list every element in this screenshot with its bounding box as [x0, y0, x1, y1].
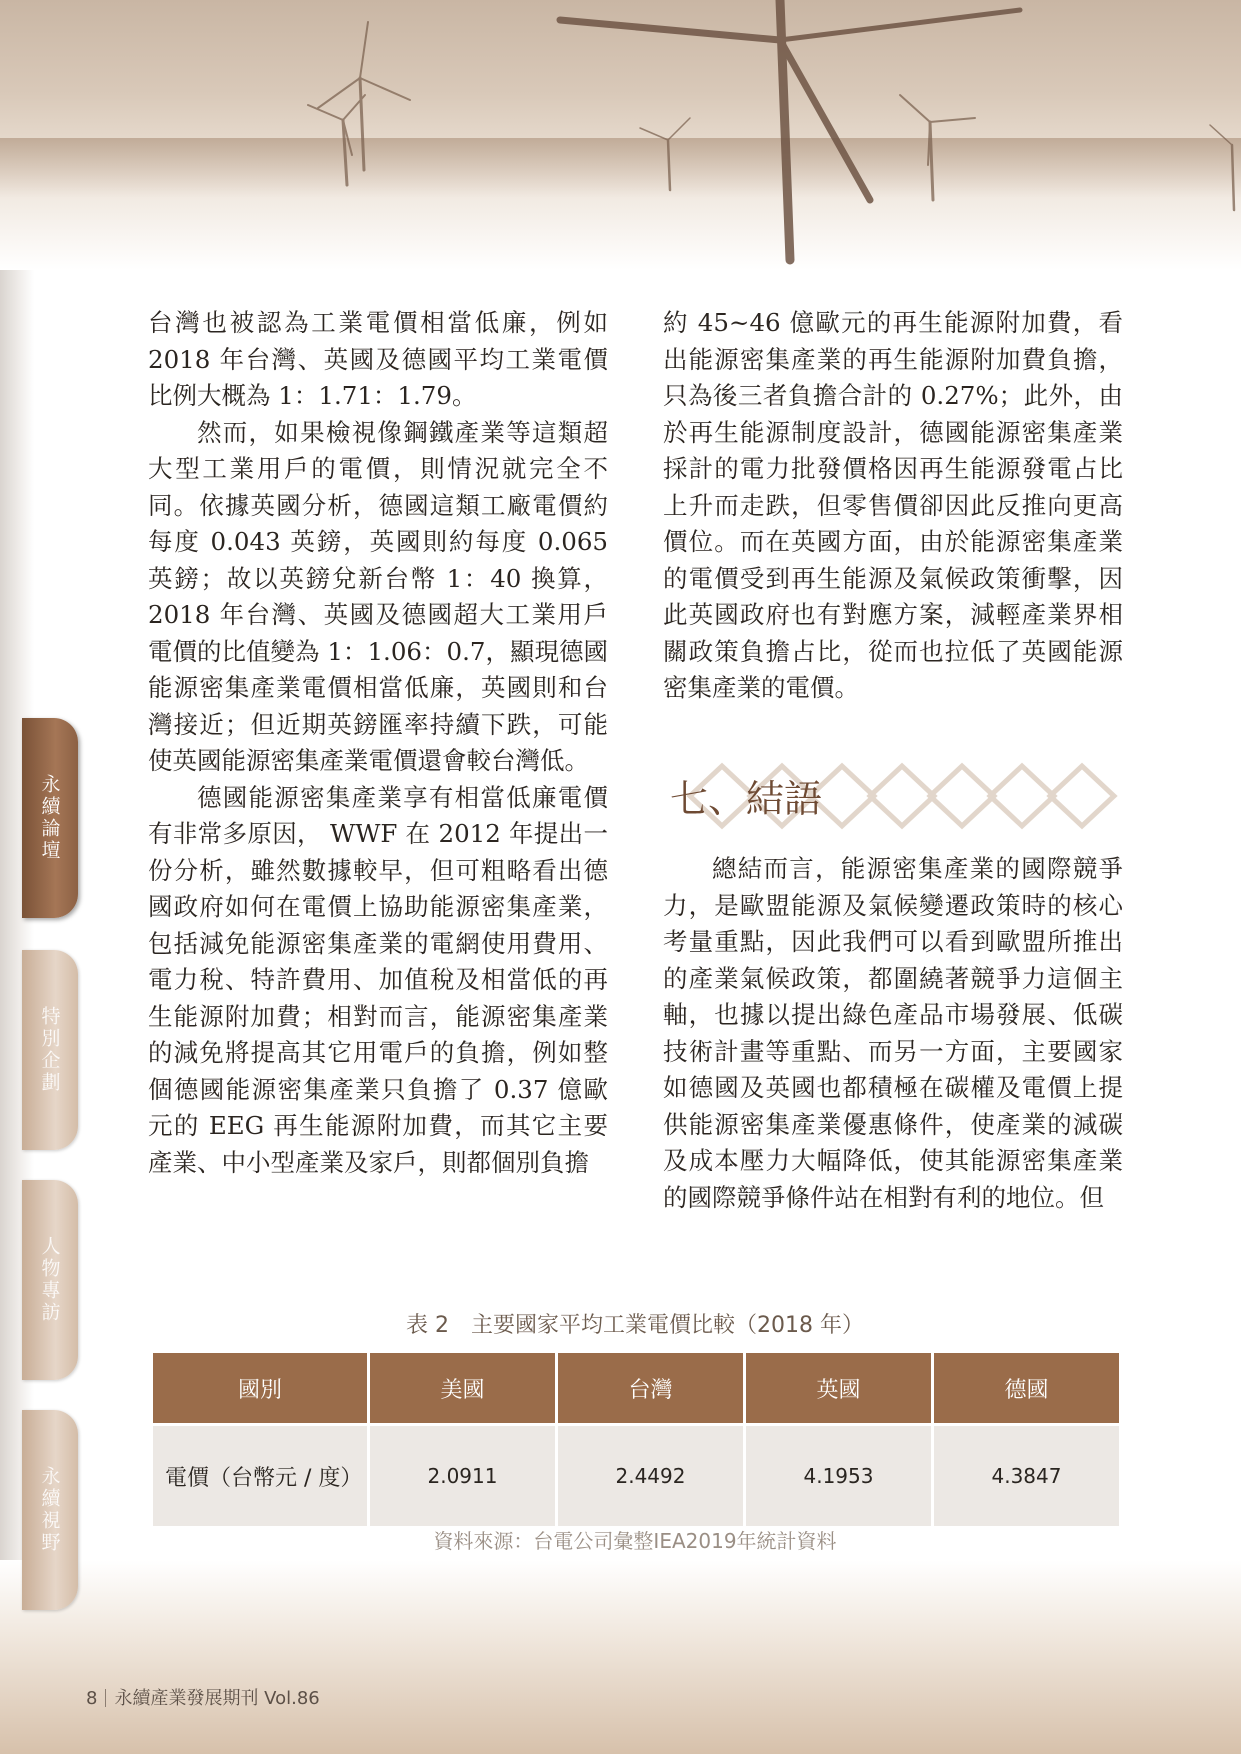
side-tab-forum[interactable]: [22, 718, 78, 918]
electricity-price-table: [150, 1350, 1122, 1529]
table-header-cell: 台灣: [557, 1352, 745, 1425]
side-tab-special[interactable]: [22, 950, 78, 1150]
side-tab-label: 特別企劃: [38, 1006, 61, 1094]
paragraph: 總結而言，能源密集產業的國際競爭力，是歐盟能源及氣候變遷政策時的核心考量重點，因此我們可以看到歐盟所推出的產業氣候政策，都圍繞著競爭力這個主軸，也據以提出綠色產品市場發展、低碳技術計畫等重點、而另一方面，主要國家如德國及英國也都積極在碳權及電價上提供能源密集產業優惠條件，使產業的減碳及成本壓力大幅降低，使其能源密集產業的國際競爭條件站在相對有利的地位。但: [663, 854, 1123, 1212]
section-heading: [650, 758, 1130, 834]
table-header-cell: 國別: [152, 1352, 369, 1425]
header-photo: [0, 0, 1241, 270]
left-column: [148, 305, 608, 1181]
table-header-cell: 美國: [369, 1352, 557, 1425]
table-header-cell: 德國: [933, 1352, 1121, 1425]
right-column: [663, 305, 1123, 707]
table-cell: 4.3847: [933, 1425, 1121, 1528]
table-caption: 表 2 主要國家平均工業電價比較（2018 年）: [406, 1313, 864, 1338]
side-tab-vision[interactable]: [22, 1410, 78, 1610]
table-cell: 2.0911: [369, 1425, 557, 1528]
table-row: [152, 1425, 1121, 1528]
side-tab-interview[interactable]: [22, 1180, 78, 1380]
page-number: 8: [86, 1688, 98, 1709]
side-tab-label: 永續視野: [38, 1466, 61, 1554]
table-cell: 2.4492: [557, 1425, 745, 1528]
paragraph: 台灣也被認為工業電價相當低廉，例如 2018 年台灣、英國及德國平均工業電價比例大概為 1：1.71：1.79。: [148, 308, 608, 410]
publication-name: 永續產業發展期刊 Vol.86: [114, 1688, 320, 1709]
side-tab-label: 人物專訪: [38, 1236, 61, 1324]
paragraph: 德國能源密集產業享有相當低廉電價有非常多原因， WWF 在 2012 年提出一份分析，雖然數據較早，但可粗略看出德國政府如何在電價上協助能源密集產業，包括減免能源密集產業的電網使用費用、電力稅、特許費用、加值稅及相當低的再生能源附加費；相對而言，能源密集產業的減免將提高其它用電戶的負擔，例如整個德國能源密集產業只負擔了 0.37 億歐元的 EEG 再生能源附加費，而其它主要產業、中小型產業及家戶，則都個別負擔: [148, 782, 608, 1177]
conclusion-text: [663, 851, 1123, 1216]
wind-turbines-illustration: [0, 0, 1241, 270]
side-tab-label: 永續論壇: [38, 774, 61, 862]
footer-photo: [0, 1560, 1241, 1754]
divider: [105, 1689, 106, 1707]
section-title: 七、結語: [670, 777, 823, 821]
table-cell: 4.1953: [745, 1425, 933, 1528]
table-source: 資料來源：台電公司彙整IEA2019年統計資料: [433, 1529, 837, 1553]
table-header-cell: 英國: [745, 1352, 933, 1425]
paragraph: 然而，如果檢視像鋼鐵產業等這類超大型工業用戶的電價，則情況就完全不同。依據英國分析，德國這類工廠電價約每度 0.043 英鎊，英國則約每度 0.065 英鎊；故以英鎊兌新台幣 1：40 換算，2018 年台灣、英國及德國超大工業用戶電價的比值變為 1：1.06：0.7，顯現德國能源密集產業電價相當低廉，英國則和台灣接近；但近期英鎊匯率持續下跌，可能使英國能源密集產業電價還會較台灣低。: [148, 417, 608, 775]
table-row-label: 電價（台幣元 / 度）: [152, 1425, 369, 1528]
paragraph: 約 45~46 億歐元的再生能源附加費，看出能源密集產業的再生能源附加費負擔，只為後三者負擔合計的 0.27%；此外，由於再生能源制度設計，德國能源密集產業採計的電力批發價格因再生能源發電占比上升而走跌，但零售價卻因此反推向更高價位。而在英國方面，由於能源密集產業的電價受到再生能源及氣候政策衝擊，因此英國政府也有對應方案，減輕產業界相關政策負擔占比，從而也拉低了英國能源密集產業的電價。: [663, 308, 1123, 702]
table-header-row: [152, 1352, 1121, 1425]
page-footer: [86, 1684, 320, 1710]
